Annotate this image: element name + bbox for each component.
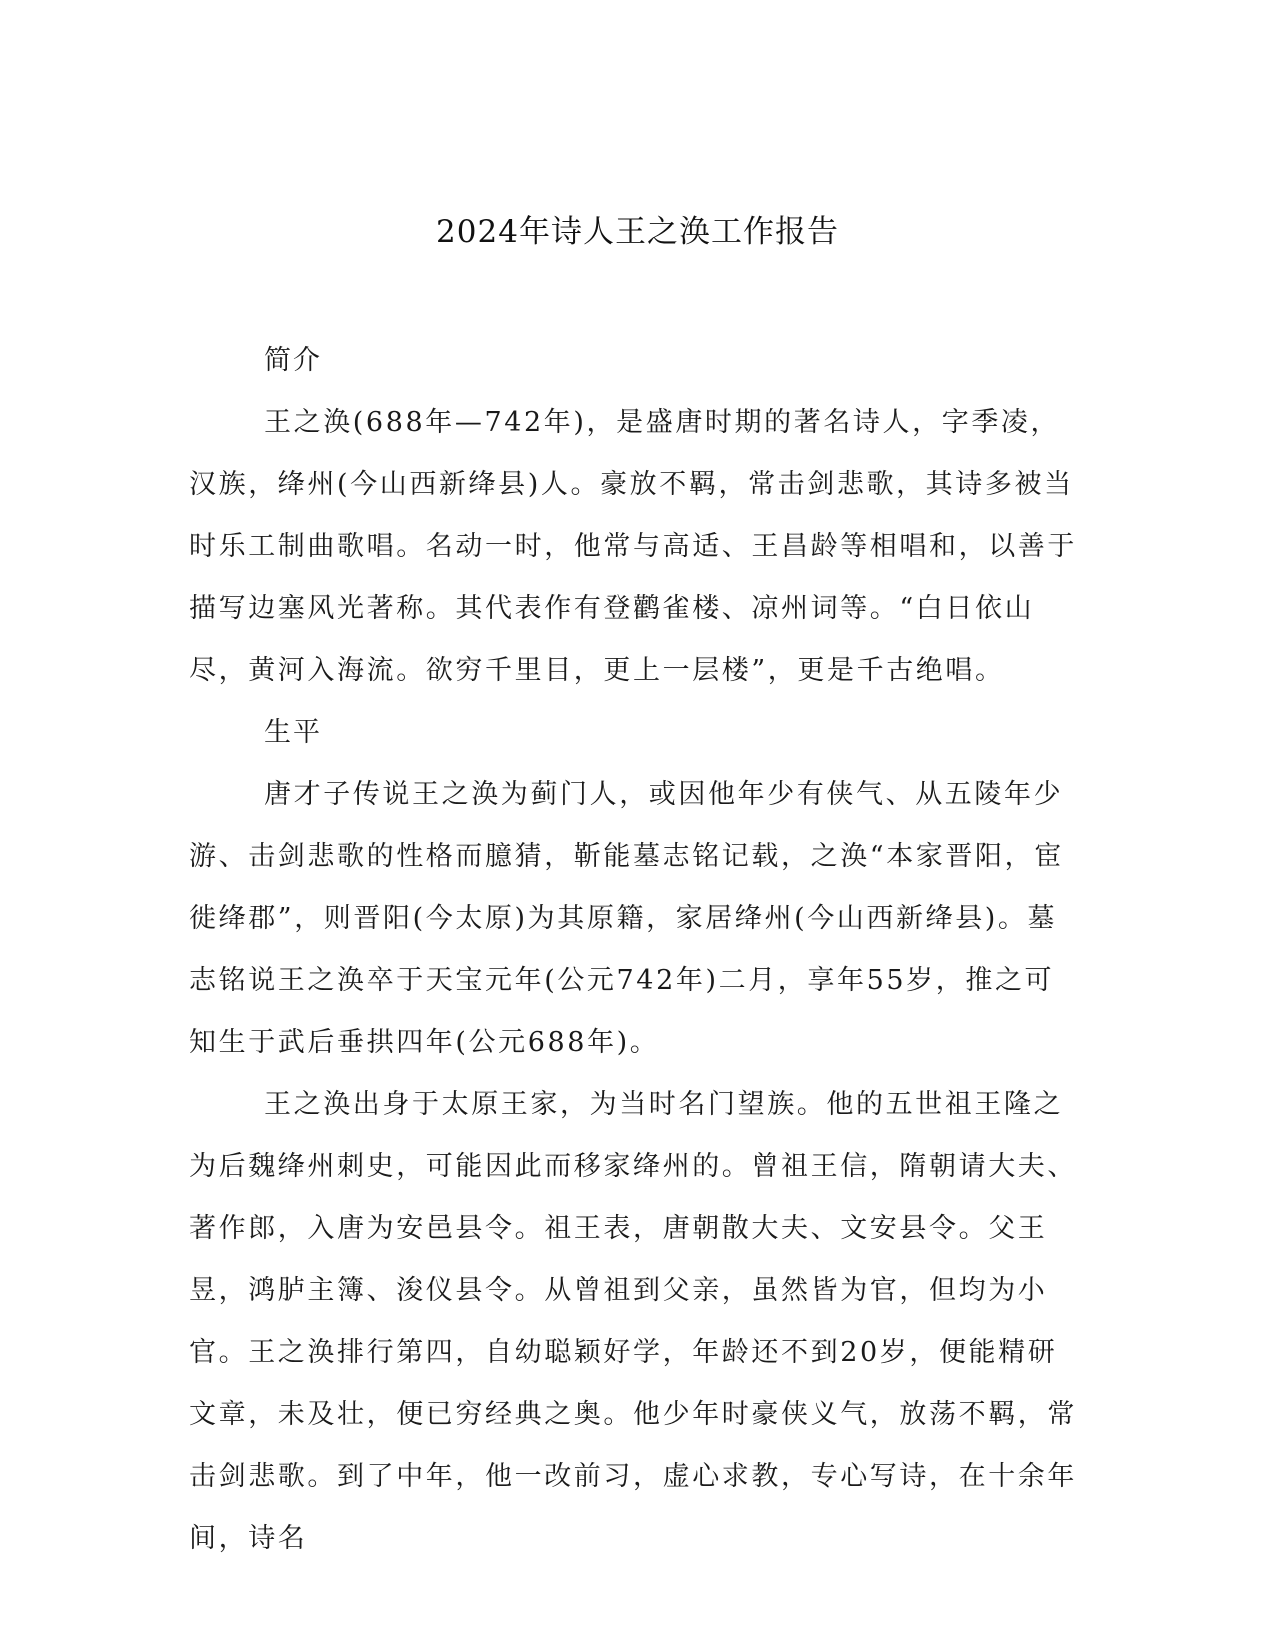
section-life — [189, 702, 1079, 1570]
section-intro — [189, 330, 1079, 702]
paragraph-life-1: 唐才子传说王之涣为蓟门人，或因他年少有侠气、从五陵年少游、击剑悲歌的性格而臆猜，靳能墓志铭记载，之涣“本家晋阳，宦徙绛郡”，则晋阳(今太原)为其原籍，家居绛州(今山西新绛县)。墓志铭说王之涣卒于天宝元年(公元742年)二月，享年55岁，推之可知生于武后垂拱四年(公元688年)。 — [189, 779, 1064, 1058]
paragraph-life-2: 王之涣出身于太原王家，为当时名门望族。他的五世祖王隆之为后魏绛州刺史，可能因此而移家绛州的。曾祖王信，隋朝请大夫、著作郎，入唐为安邑县令。祖王表，唐朝散大夫、文安县令。父王昱，鸿胪主簿、浚仪县令。从曾祖到父亲，虽然皆为官，但均为小官。王之涣排行第四，自幼聪颖好学，年龄还不到20岁，便能精研文章，未及壮，便已穷经典之奥。他少年时豪侠义气，放荡不羁，常击剑悲歌。到了中年，他一改前习，虚心求教，专心写诗，在十余年间，诗名 — [189, 1089, 1077, 1554]
document-title: 2024年诗人王之涣工作报告 — [436, 214, 839, 250]
document-body — [189, 330, 1079, 1570]
section-heading-life: 生平 — [264, 717, 322, 748]
section-heading-intro: 简介 — [264, 345, 322, 376]
paragraph-intro-1: 王之涣(688年—742年)，是盛唐时期的著名诗人，字季凌，汉族，绛州(今山西新绛县)人。豪放不羁，常击剑悲歌，其诗多被当时乐工制曲歌唱。名动一时，他常与高适、王昌龄等相唱和，以善于描写边塞风光著称。其代表作有登鹳雀楼、凉州词等。“白日依山尽，黄河入海流。欲穷千里目，更上一层楼”，更是千古绝唱。 — [189, 407, 1077, 686]
